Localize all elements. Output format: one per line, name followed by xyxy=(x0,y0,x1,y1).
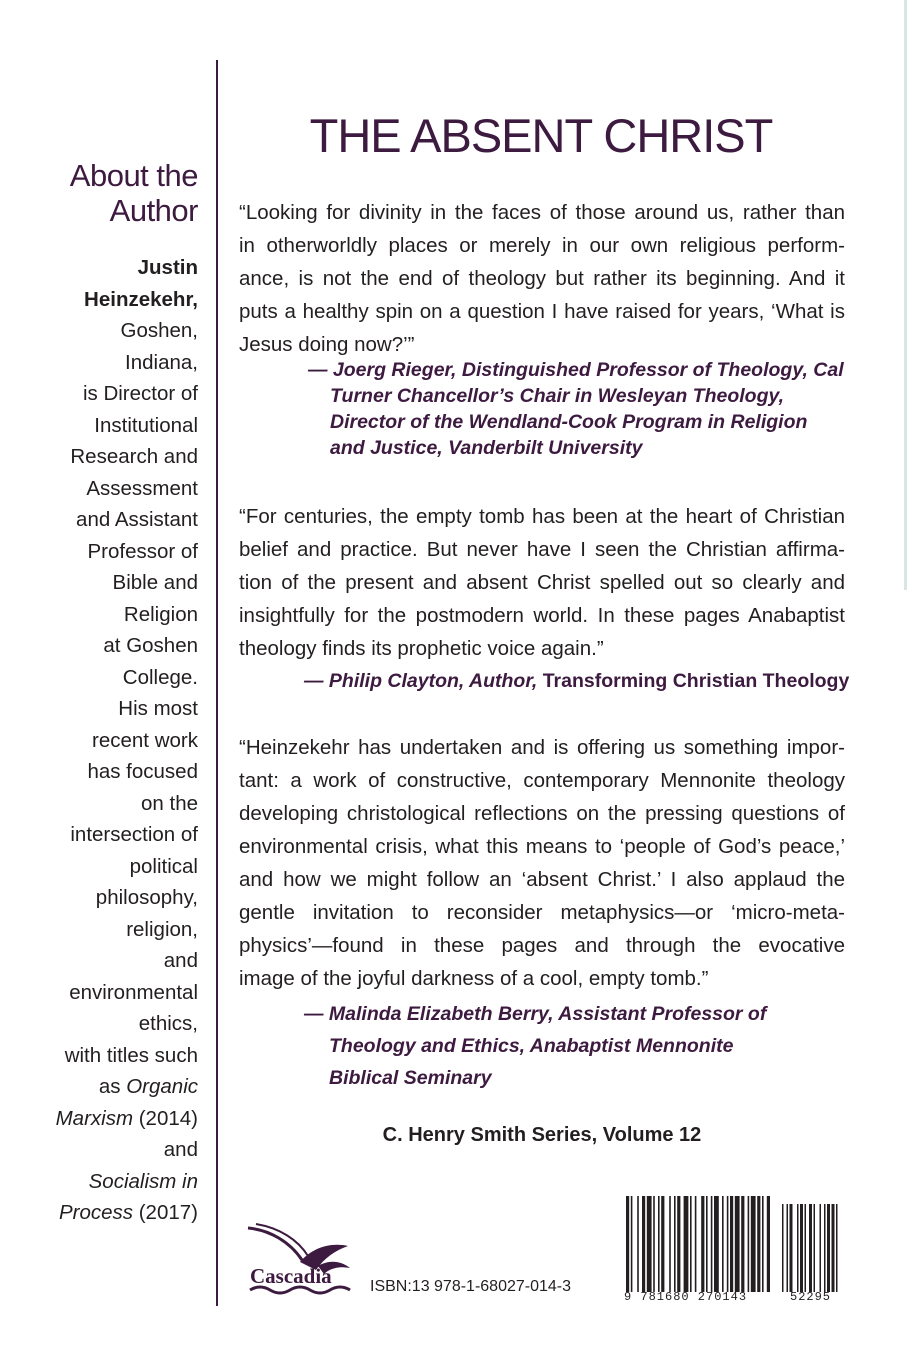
barcode-addon-bar xyxy=(836,1204,838,1292)
bio-line: and Assistant xyxy=(76,508,198,531)
barcode-addon-bar xyxy=(824,1204,826,1292)
bio-line: Religion xyxy=(123,602,198,626)
quote-line: environmental crisis, what this means to ‘people of God’s peace,’ xyxy=(239,835,845,858)
barcode-bar xyxy=(669,1196,671,1292)
quote-line: ance, is not the end of theology but rather its beginning. And it xyxy=(239,267,845,290)
bio-line: recent work xyxy=(92,728,198,752)
bio-line: Indiana, xyxy=(125,350,198,374)
barcode-bar xyxy=(706,1196,708,1292)
barcode-bar xyxy=(674,1196,676,1292)
quote-line: and how we might follow an ‘absent Christ.’ I also applaud the xyxy=(239,868,845,891)
barcode-bar xyxy=(677,1196,680,1292)
bio-line: Heinzekehr, xyxy=(84,287,198,311)
attribution-line xyxy=(304,668,849,694)
barcode-addon-bar xyxy=(814,1204,816,1292)
isbn-label: ISBN:13 978-1-68027-014-3 xyxy=(370,1278,572,1295)
barcode-bar xyxy=(642,1196,645,1292)
barcode-addon-digits: 52295 xyxy=(790,1290,832,1304)
barcode-bar xyxy=(690,1196,692,1292)
barcode-bar xyxy=(637,1196,639,1292)
attribution-line: Director of the Wendland-Cook Program in Religion xyxy=(330,411,808,433)
bio-line: religion, xyxy=(126,917,198,941)
barcode-addon-bar xyxy=(797,1204,799,1292)
quote-line: theology finds its prophetic voice again.” xyxy=(239,637,604,660)
attribution-line: Turner Chancellor’s Chair in Wesleyan Theology, xyxy=(330,385,785,407)
bio-line: Research and xyxy=(70,445,198,468)
barcode-bar xyxy=(626,1196,629,1292)
bio-line: has focused xyxy=(87,760,198,783)
barcode-bar xyxy=(658,1196,660,1292)
bio-line: Justin xyxy=(137,256,198,279)
attribution-work-title: Transforming Christian Theology xyxy=(542,670,850,692)
bio-line: intersection of xyxy=(70,823,198,846)
bio-line: Assessment xyxy=(86,476,198,500)
attribution-prefix: — Philip Clayton, Author, xyxy=(304,670,543,692)
bio-line: environmental xyxy=(69,980,198,1004)
barcode-addon-bar xyxy=(820,1204,822,1292)
barcode-bar xyxy=(647,1196,652,1292)
barcode-main-digits: 9 781680 270143 xyxy=(624,1290,748,1304)
barcode-bar xyxy=(701,1196,704,1292)
quote-line: insightfully for the postmodern world. In these pages Anabaptist xyxy=(239,604,845,627)
bio-line: Professor of xyxy=(87,539,198,563)
barcode-bar xyxy=(631,1196,633,1292)
bio-line: Goshen, xyxy=(120,319,198,342)
barcode-bar xyxy=(741,1196,744,1292)
bio-line: His most xyxy=(118,697,198,720)
quote-line: “Looking for divinity in the faces of those around us, rather than xyxy=(239,201,845,224)
series-label: C. Henry Smith Series, Volume 12 xyxy=(382,1124,702,1146)
bio-line: Marxism (2014) xyxy=(55,1106,198,1130)
attribution-rieger xyxy=(308,357,844,461)
barcode-bar xyxy=(722,1196,724,1292)
attribution-line: Biblical Seminary xyxy=(329,1067,492,1089)
about-heading-line: Author xyxy=(109,193,198,228)
barcode-bar xyxy=(727,1196,729,1292)
barcode-bar xyxy=(714,1196,719,1292)
endorsement-berry xyxy=(239,731,845,995)
publisher-name: Cascadia xyxy=(250,1264,332,1288)
barcode-addon-bar xyxy=(787,1204,789,1292)
attribution-clayton xyxy=(304,668,849,694)
attribution-line: and Justice, Vanderbilt University xyxy=(330,437,643,459)
bio-line: political xyxy=(129,854,198,878)
barcode-bar xyxy=(767,1196,770,1292)
barcode-addon-bar xyxy=(782,1204,784,1292)
book-title: THE ABSENT CHRIST xyxy=(309,109,773,162)
quote-line: image of the joyful darkness of a cool, empty tomb.” xyxy=(239,967,709,990)
endorsement-rieger xyxy=(239,196,845,361)
barcode-addon-bar xyxy=(805,1204,807,1292)
barcode-addon-bar xyxy=(832,1204,835,1292)
quote-line: developing christological reflections on the pressing questions of xyxy=(239,802,845,825)
quote-line: physics’—found in these pages and through the evocative xyxy=(239,934,845,957)
barcode-bar xyxy=(653,1196,655,1292)
barcode-bar xyxy=(757,1196,760,1292)
barcode-bar xyxy=(751,1196,756,1292)
barcode-bar xyxy=(661,1196,664,1292)
quote-line: “For centuries, the empty tomb has been at the heart of Christian xyxy=(239,505,845,528)
bio-line: at Goshen xyxy=(103,634,198,657)
barcode-addon-bar xyxy=(800,1204,803,1292)
about-heading xyxy=(20,158,198,228)
bio-line: philosophy, xyxy=(95,886,198,909)
bio-line: on the xyxy=(141,791,198,815)
quote-line: “Heinzekehr has undertaken and is offering us something impor- xyxy=(239,736,845,759)
quote-line: in otherworldly places or merely in our own religious perform- xyxy=(239,234,845,257)
bio-line: is Director of xyxy=(82,382,198,405)
quote-line: Jesus doing now?’” xyxy=(239,333,415,356)
attribution-line: — Malinda Elizabeth Berry, Assistant Professor of xyxy=(304,1003,767,1025)
barcode-bar xyxy=(735,1196,740,1292)
attribution-berry xyxy=(304,998,766,1094)
column-divider xyxy=(216,60,218,1306)
bio-line: and xyxy=(163,949,198,972)
quote-line: gentle invitation to reconsider metaphysics—or ‘micro-meta- xyxy=(239,901,845,924)
attribution-line: — Joerg Rieger, Distinguished Professor of Theology, Cal xyxy=(308,359,844,381)
barcode-bar xyxy=(695,1196,697,1292)
barcode-bar xyxy=(730,1196,733,1292)
endorsement-clayton xyxy=(239,500,845,665)
bio-line: with titles such xyxy=(64,1043,198,1067)
quote-line: tant: a work of constructive, contemporary Mennonite theology xyxy=(239,769,845,792)
bio-line: Socialism in xyxy=(88,1169,198,1193)
bio-line: Process (2017) xyxy=(58,1201,198,1224)
bio-line: and xyxy=(163,1138,198,1161)
quote-line: puts a healthy spin on a question I have raised for years, ‘What is xyxy=(239,300,845,323)
bio-line: Bible and xyxy=(112,571,198,594)
barcode-bar xyxy=(762,1196,764,1292)
about-heading-line: About the xyxy=(69,158,198,193)
attribution-line: Theology and Ethics, Anabaptist Mennonite xyxy=(329,1035,734,1057)
barcode-bar xyxy=(684,1196,689,1292)
bio-line: College. xyxy=(122,665,198,689)
quote-line: tion of the present and absent Christ spelled out so clearly and xyxy=(239,571,845,594)
barcode-addon-bar xyxy=(827,1204,830,1292)
bio-line: Institutional xyxy=(94,413,198,437)
barcode-addon-bar xyxy=(809,1204,812,1292)
quote-line: belief and practice. But never have I seen the Christian affirma- xyxy=(239,538,845,561)
barcode-bar xyxy=(748,1196,750,1292)
barcode-bar xyxy=(711,1196,713,1292)
author-bio xyxy=(20,252,198,1229)
bio-line: ethics, xyxy=(138,1012,198,1035)
bio-line: as Organic xyxy=(98,1075,198,1098)
barcode-addon-bar xyxy=(790,1204,793,1292)
